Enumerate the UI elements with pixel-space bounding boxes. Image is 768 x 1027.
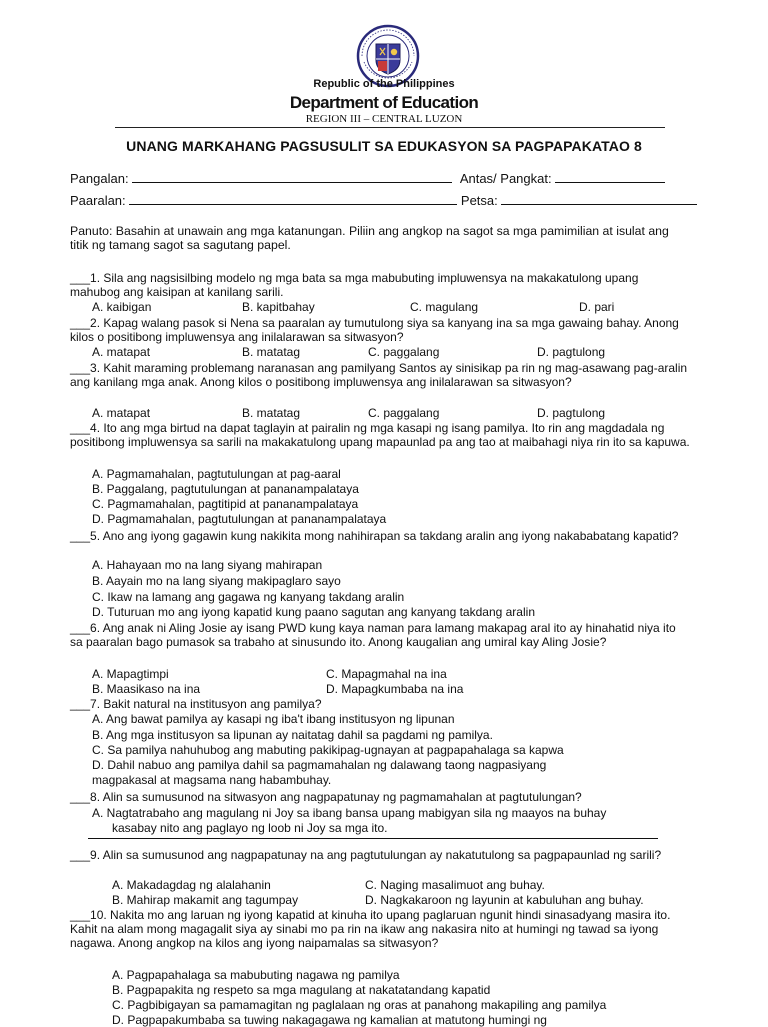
school-label: Paaralan: <box>70 193 126 208</box>
q1-option-a: A. kaibigan <box>92 300 152 314</box>
question-10: ___10. Nakita mo ang laruan ng iyong kapatid at kinuha ito upang paglaruan ngunit hindi sinasadyang masira ito. Kahit na alam mong magagalit siya ay sinabi mo pa rin na ikaw ang nakasira nito at humingi ng tawad sa iyong nagawa. Anong angkop na kilos ang iyong naipamalas sa sitwasyon? <box>70 908 671 951</box>
q9-option-a: A. Makadagdag ng alalahanin <box>112 878 271 892</box>
q3-option-d: D. pagtulong <box>537 406 606 420</box>
q1-option-b: B. kapitbahay <box>242 300 315 314</box>
grade-label: Antas/ Pangkat: <box>459 171 552 186</box>
q6-option-b: B. Maasikaso na ina <box>92 682 201 696</box>
q10-option-d: D. Pagpapakumbaba sa tuwing nakagagawa ng kamalian at matutong humingi ng <box>112 1013 547 1027</box>
name-field[interactable] <box>132 171 452 183</box>
q2-option-c: C. paggalang <box>368 345 440 359</box>
exam-title: UNANG MARKAHANG PAGSUSULIT SA EDUKASYON SA PAGPAPAKATAO 8 <box>126 138 642 154</box>
republic-line: Republic of the Philippines <box>313 78 455 90</box>
q5-option-d: D. Tuturuan mo ang iyong kapatid kung paano sagutan ang kanyang takdang aralin <box>92 605 535 619</box>
question-1: ___1. Sila ang nagsisilbing modelo ng mga bata sa mga mabubuting impluwensya na makakatulong upang mahubog ang kaisipan at kanilang sarili. <box>70 271 639 300</box>
question-9: ___9. Alin sa sumusunod ang nagpapatunay na ang pagtutulungan ay nakatutulong sa pagpapaunlad ng sarili? <box>70 848 662 862</box>
q9-option-b: B. Mahirap makamit ang tagumpay <box>112 893 299 907</box>
q7-option-d: D. Dahil nabuo ang pamilya dahil sa pagmamahalan ng dalawang taong nagpasiyang <box>92 758 547 772</box>
q8-option-a-cont: kasabay nito ang paglayo ng loob ni Joy sa mga ito. <box>112 821 388 835</box>
q1-option-c: C. magulang <box>410 300 479 314</box>
question-8: ___8. Alin sa sumusunod na sitwasyon ang nagpapatunay ng pagmamahalan at pagtutulungan? <box>70 790 582 804</box>
region-line: REGION III – CENTRAL LUZON <box>305 113 463 125</box>
q2-option-b: B. matatag <box>242 345 301 359</box>
q7-option-c: C. Sa pamilya nahuhubog ang mabuting pakikipag-ugnayan at pagpapahalaga sa kapwa <box>92 743 564 757</box>
q6-option-a: A. Mapagtimpi <box>92 667 169 681</box>
q2-option-a: A. matapat <box>92 345 151 359</box>
school-row <box>70 193 697 208</box>
q7-option-d-cont: magpakasal at magsama nang habambuhay. <box>92 773 332 787</box>
q5-option-b: B. Aayain mo na lang siyang makipaglaro sayo <box>92 574 341 588</box>
name-label: Pangalan: <box>70 171 129 186</box>
q4-option-c: C. Pagmamahalan, pagtitipid at pananampalataya <box>92 497 359 511</box>
q1-option-d: D. pari <box>579 300 615 314</box>
question-4: ___4. Ito ang mga birtud na dapat taglayin at pairalin ng mga kasapi ng isang pamilya. Ito rin ang magdadala ng positibong impluwensya sa sarili na makakatulong upang mapaunlad pa ang tao at maibahagi niya rin ito sa kapuwa. <box>70 421 690 450</box>
torn-divider <box>88 838 658 839</box>
date-field[interactable] <box>501 193 697 205</box>
q3-option-a: A. matapat <box>92 406 151 420</box>
question-2: ___2. Kapag walang pasok si Nena sa paaralan ay tumutulong siya sa kanyang ina sa mga gawaing bahay. Anong kilos o positibong impluwensya ang inilalarawan sa sitwasyon? <box>70 316 679 345</box>
q10-option-b: B. Pagpapakita ng respeto sa mga magulang at nakatatandang kapatid <box>112 983 491 997</box>
q10-option-a: A. Pagpapahalaga sa mabubuting nagawa ng pamilya <box>112 968 400 982</box>
q6-option-d: D. Mapagkumbaba na ina <box>326 682 464 696</box>
question-7: ___7. Bakit natural na institusyon ang pamilya? <box>70 697 322 711</box>
name-row <box>70 171 665 186</box>
q9-option-d: D. Nagkakaroon ng layunin at kabuluhan ang buhay. <box>365 893 644 907</box>
q7-option-b: B. Ang mga institusyon sa lipunan ay naitatag dahil sa pagdami ng pamilya. <box>92 728 493 742</box>
instructions: Panuto: Basahin at unawain ang mga katanungan. Piliin ang angkop na sagot sa mga pamimilian at isulat ang titik ng tamang sagot sa sagutang papel. <box>70 224 669 253</box>
question-5: ___5. Ano ang iyong gagawin kung nakikita mong nahihirapan sa takdang aralin ang iyong nakababatang kapatid? <box>70 529 679 543</box>
q6-option-c: C. Mapagmahal na ina <box>326 667 447 681</box>
q2-option-d: D. pagtulong <box>537 345 606 359</box>
q3-option-c: C. paggalang <box>368 406 440 420</box>
q7-option-a: A. Ang bawat pamilya ay kasapi ng iba't ibang institusyon ng lipunan <box>92 712 455 726</box>
q4-option-a: A. Pagmamahalan, pagtutulungan at pag-aaral <box>92 467 341 481</box>
school-field[interactable] <box>129 193 457 205</box>
q3-option-b: B. matatag <box>242 406 301 420</box>
department-name: Department of Education <box>289 93 479 112</box>
q5-option-c: C. Ikaw na lamang ang gagawa ng kanyang takdang aralin <box>92 590 405 604</box>
grade-field[interactable] <box>555 171 665 183</box>
question-3: ___3. Kahit maraming problemang naranasan ang pamilyang Santos ay sinisikap pa rin ng mag-asawang pag-aralin ang kanilang mga anak. Anong kilos o positibong impluwensya ang inilalarawan sa sitwasyon? <box>70 361 688 390</box>
q4-option-d: D. Pagmamahalan, pagtutulungan at pananampalataya <box>92 512 387 526</box>
header-divider <box>115 127 665 128</box>
q5-option-a: A. Hahayaan mo na lang siyang mahirapan <box>92 558 323 572</box>
q10-option-c: C. Pagbibigayan sa pamamagitan ng paglalaan ng oras at panahong makapiling ang pamilya <box>112 998 607 1012</box>
q9-option-c: C. Naging masalimuot ang buhay. <box>365 878 545 892</box>
q8-option-a: A. Nagtatrabaho ang magulang ni Joy sa ibang bansa upang mabigyan sila ng maayos na buhay <box>92 806 607 820</box>
question-6: ___6. Ang anak ni Aling Josie ay isang PWD kung kaya naman para lamang makapag aral ito ay hinahatid niya ito sa paaralan bago pumasok sa trabaho at sinusundo ito. Anong kaugalian ang umiral kay Aling Josie? <box>70 621 676 650</box>
date-label: Petsa: <box>460 193 498 208</box>
q4-option-b: B. Paggalang, pagtutulungan at pananampalataya <box>92 482 359 496</box>
